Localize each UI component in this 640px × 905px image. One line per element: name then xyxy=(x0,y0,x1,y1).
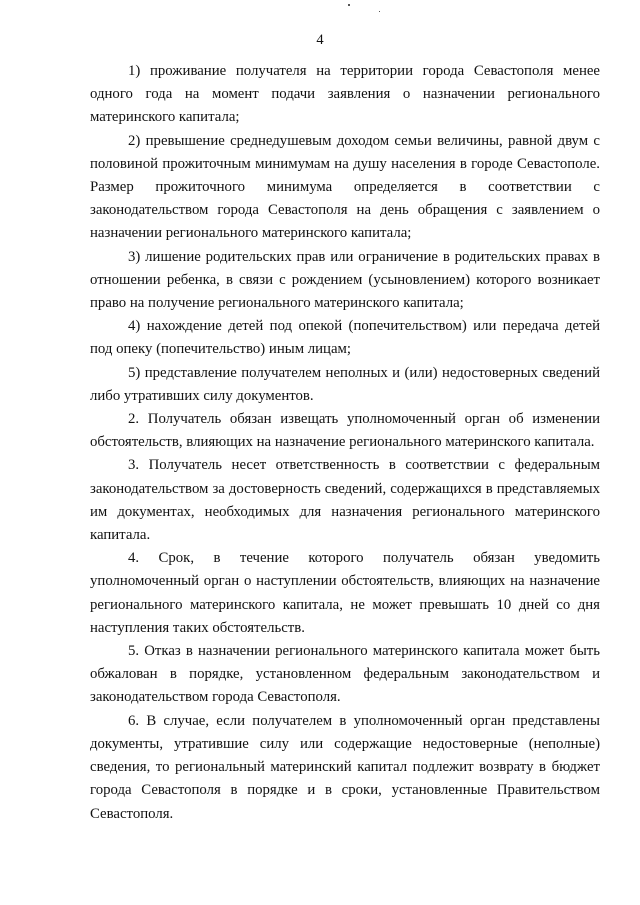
paragraph-point-3: 3. Получатель несет ответственность в соответствии с федеральным законодательством за достоверность сведений, содержащихся в представляемых им документах, необходимых для назначения регионального материнского капитала. xyxy=(90,457,600,544)
paragraph-point-6: 6. В случае, если получателем в уполномоченный орган представлены документы, утратившие силу или содержащие недостоверные (неполные) сведения, то региональный материнский капитал подлежит возврату в бюджет города Севастополя в порядке и в сроки, установленные Правительством Севастополя. xyxy=(90,712,600,822)
paragraph-item-1: 1) проживание получателя на территории города Севастополя менее одного года на момент подачи заявления о назначении регионального материнского капитала; xyxy=(90,63,600,126)
scan-artifact xyxy=(348,4,350,6)
paragraph-point-5: 5. Отказ в назначении регионального материнского капитала может быть обжалован в порядке, установленном федеральным законодательством и законодательством города Севастополя. xyxy=(90,643,600,706)
paragraph-point-2: 2. Получатель обязан извещать уполномоченный орган об изменении обстоятельств, влияющих на назначение регионального материнского капитала. xyxy=(90,411,600,451)
paragraph-item-3: 3) лишение родительских прав или ограничение в родительских правах в отношении ребенка, в связи с рождением (усыновлением) которого возникает право на получение регионального материнского капитала; xyxy=(90,248,600,312)
paragraph-item-4: 4) нахождение детей под опекой (попечительством) или передача детей под опеку (попечительство) иным лицам; xyxy=(90,318,600,358)
page-number: 4 xyxy=(316,32,324,48)
document-body xyxy=(90,60,600,826)
paragraph-item-5: 5) представление получателем неполных и (или) недостоверных сведений либо утративших силу документов. xyxy=(90,364,600,404)
scan-artifact xyxy=(379,11,380,12)
paragraph-item-2: 2) превышение среднедушевым доходом семьи величины, равной двум с половиной прожиточным минимумам на душу населения в городе Севастополе. Размер прожиточного минимума определяется в соответствии с законодательством города Севастополя на день обращения с заявлением о назначении регионального материнского капитала; xyxy=(90,132,600,242)
paragraph-point-4: 4. Срок, в течение которого получатель обязан уведомить уполномоченный орган о наступлении обстоятельств, влияющих на назначение регионального материнского капитала, не может превышать 10 дней со дня наступления таких обстоятельств. xyxy=(90,550,600,636)
